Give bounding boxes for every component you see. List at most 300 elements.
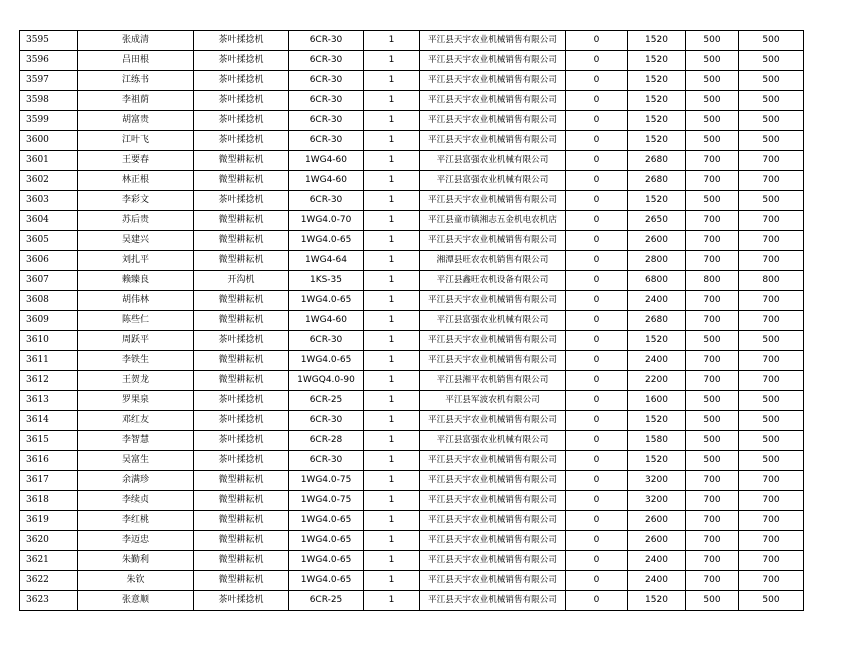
machine-type-cell: 茶叶揉捻机 [194,71,289,91]
machine-type-cell: 茶叶揉捻机 [194,451,289,471]
quantity-cell: 1 [364,431,420,451]
machine-model-cell: 1WG4-60 [289,171,364,191]
quantity-cell: 1 [364,331,420,351]
record-number-cell: 3595 [20,31,78,51]
total-subsidy-cell: 700 [739,571,804,591]
machine-type-cell: 微型耕耘机 [194,351,289,371]
total-subsidy-cell: 700 [739,311,804,331]
dealer-name-cell: 平江县天宇农业机械销售有限公司 [420,551,566,571]
central-subsidy-cell: 500 [686,411,739,431]
machine-type-cell: 茶叶揉捻机 [194,331,289,351]
central-subsidy-cell: 700 [686,211,739,231]
quantity-cell: 1 [364,551,420,571]
machine-type-cell: 茶叶揉捻机 [194,191,289,211]
total-subsidy-cell: 500 [739,111,804,131]
total-subsidy-cell: 700 [739,351,804,371]
machine-model-cell: 1WG4-64 [289,251,364,271]
dealer-name-cell: 平江县湘平农机销售有限公司 [420,371,566,391]
record-number-cell: 3596 [20,51,78,71]
machine-model-cell: 6CR-30 [289,111,364,131]
central-subsidy-cell: 700 [686,471,739,491]
table-row [20,111,804,131]
zero-value-cell: 0 [566,191,628,211]
record-number-cell: 3602 [20,171,78,191]
farmer-name-cell: 江叶飞 [78,131,194,151]
dealer-name-cell: 平江县天宇农业机械销售有限公司 [420,231,566,251]
quantity-cell: 1 [364,591,420,611]
table-row [20,251,804,271]
machine-type-cell: 微型耕耘机 [194,511,289,531]
table-row [20,391,804,411]
machine-model-cell: 1WG4.0-65 [289,511,364,531]
machine-model-cell: 6CR-25 [289,591,364,611]
farmer-name-cell: 陈些仁 [78,311,194,331]
machine-type-cell: 微型耕耘机 [194,291,289,311]
zero-value-cell: 0 [566,431,628,451]
central-subsidy-cell: 500 [686,331,739,351]
machine-model-cell: 6CR-30 [289,71,364,91]
quantity-cell: 1 [364,491,420,511]
machine-model-cell: 6CR-30 [289,31,364,51]
record-number-cell: 3617 [20,471,78,491]
record-number-cell: 3606 [20,251,78,271]
dealer-name-cell: 平江县天宇农业机械销售有限公司 [420,451,566,471]
machine-model-cell: 1KS-35 [289,271,364,291]
machine-type-cell: 茶叶揉捻机 [194,391,289,411]
record-number-cell: 3623 [20,591,78,611]
farmer-name-cell: 余满珍 [78,471,194,491]
table-row [20,511,804,531]
dealer-name-cell: 平江县富强农业机械有限公司 [420,151,566,171]
quantity-cell: 1 [364,211,420,231]
farmer-name-cell: 江练书 [78,71,194,91]
machine-type-cell: 微型耕耘机 [194,231,289,251]
machine-type-cell: 微型耕耘机 [194,371,289,391]
table-row [20,331,804,351]
record-number-cell: 3600 [20,131,78,151]
quantity-cell: 1 [364,131,420,151]
table-row [20,551,804,571]
dealer-name-cell: 平江县天宇农业机械销售有限公司 [420,411,566,431]
central-subsidy-cell: 500 [686,51,739,71]
total-subsidy-cell: 500 [739,431,804,451]
record-number-cell: 3598 [20,91,78,111]
farmer-name-cell: 周跃平 [78,331,194,351]
machine-type-cell: 开沟机 [194,271,289,291]
table-body [20,31,804,611]
farmer-name-cell: 朱钦 [78,571,194,591]
table-row [20,351,804,371]
central-subsidy-cell: 700 [686,551,739,571]
farmer-name-cell: 张意顺 [78,591,194,611]
zero-value-cell: 0 [566,371,628,391]
dealer-name-cell: 平江县富强农业机械有限公司 [420,431,566,451]
machine-model-cell: 1WG4-60 [289,311,364,331]
total-subsidy-cell: 500 [739,91,804,111]
quantity-cell: 1 [364,171,420,191]
central-subsidy-cell: 500 [686,131,739,151]
farmer-name-cell: 李续贞 [78,491,194,511]
record-number-cell: 3616 [20,451,78,471]
quantity-cell: 1 [364,571,420,591]
machine-type-cell: 茶叶揉捻机 [194,51,289,71]
farmer-name-cell: 李祖荫 [78,91,194,111]
table-row [20,271,804,291]
farmer-name-cell: 罗果泉 [78,391,194,411]
sale-price-cell: 6800 [628,271,686,291]
sale-price-cell: 2200 [628,371,686,391]
quantity-cell: 1 [364,151,420,171]
quantity-cell: 1 [364,91,420,111]
quantity-cell: 1 [364,71,420,91]
total-subsidy-cell: 500 [739,451,804,471]
farmer-name-cell: 吴富生 [78,451,194,471]
central-subsidy-cell: 500 [686,71,739,91]
machine-model-cell: 6CR-28 [289,431,364,451]
total-subsidy-cell: 700 [739,511,804,531]
sale-price-cell: 3200 [628,471,686,491]
machine-type-cell: 茶叶揉捻机 [194,111,289,131]
machine-model-cell: 1WG4.0-65 [289,571,364,591]
dealer-name-cell: 平江县天宇农业机械销售有限公司 [420,91,566,111]
sale-price-cell: 1520 [628,51,686,71]
zero-value-cell: 0 [566,511,628,531]
table-row [20,51,804,71]
central-subsidy-cell: 500 [686,451,739,471]
zero-value-cell: 0 [566,71,628,91]
machine-type-cell: 微型耕耘机 [194,491,289,511]
central-subsidy-cell: 500 [686,431,739,451]
quantity-cell: 1 [364,251,420,271]
machine-type-cell: 微型耕耘机 [194,151,289,171]
zero-value-cell: 0 [566,311,628,331]
total-subsidy-cell: 500 [739,131,804,151]
record-number-cell: 3607 [20,271,78,291]
farmer-name-cell: 邓红友 [78,411,194,431]
machine-type-cell: 微型耕耘机 [194,571,289,591]
farmer-name-cell: 吕田根 [78,51,194,71]
record-number-cell: 3621 [20,551,78,571]
total-subsidy-cell: 500 [739,191,804,211]
zero-value-cell: 0 [566,111,628,131]
machine-model-cell: 6CR-30 [289,331,364,351]
quantity-cell: 1 [364,111,420,131]
total-subsidy-cell: 700 [739,231,804,251]
machine-model-cell: 6CR-30 [289,191,364,211]
machine-type-cell: 微型耕耘机 [194,471,289,491]
table-row [20,311,804,331]
record-number-cell: 3603 [20,191,78,211]
total-subsidy-cell: 700 [739,211,804,231]
central-subsidy-cell: 800 [686,271,739,291]
subsidy-table [19,30,804,611]
table-row [20,211,804,231]
central-subsidy-cell: 700 [686,371,739,391]
record-number-cell: 3609 [20,311,78,331]
sale-price-cell: 2800 [628,251,686,271]
table-row [20,431,804,451]
central-subsidy-cell: 700 [686,291,739,311]
total-subsidy-cell: 500 [739,391,804,411]
sale-price-cell: 1520 [628,111,686,131]
dealer-name-cell: 平江县天宇农业机械销售有限公司 [420,131,566,151]
table-row [20,491,804,511]
zero-value-cell: 0 [566,551,628,571]
machine-model-cell: 6CR-30 [289,91,364,111]
machine-model-cell: 6CR-30 [289,131,364,151]
table-row [20,151,804,171]
sale-price-cell: 2680 [628,171,686,191]
farmer-name-cell: 吴建兴 [78,231,194,251]
central-subsidy-cell: 500 [686,191,739,211]
sale-price-cell: 1520 [628,331,686,351]
central-subsidy-cell: 700 [686,171,739,191]
quantity-cell: 1 [364,351,420,371]
record-number-cell: 3615 [20,431,78,451]
zero-value-cell: 0 [566,331,628,351]
dealer-name-cell: 平江县富强农业机械有限公司 [420,311,566,331]
dealer-name-cell: 平江县天宇农业机械销售有限公司 [420,471,566,491]
table-row [20,291,804,311]
quantity-cell: 1 [364,51,420,71]
machine-model-cell: 1WG4.0-70 [289,211,364,231]
machine-model-cell: 1WG4.0-65 [289,231,364,251]
machine-model-cell: 1WG4.0-65 [289,351,364,371]
machine-type-cell: 微型耕耘机 [194,311,289,331]
dealer-name-cell: 平江县天宇农业机械销售有限公司 [420,31,566,51]
zero-value-cell: 0 [566,571,628,591]
zero-value-cell: 0 [566,51,628,71]
zero-value-cell: 0 [566,271,628,291]
table-row [20,171,804,191]
central-subsidy-cell: 700 [686,231,739,251]
central-subsidy-cell: 700 [686,571,739,591]
sale-price-cell: 2600 [628,511,686,531]
farmer-name-cell: 李红桃 [78,511,194,531]
zero-value-cell: 0 [566,131,628,151]
machine-type-cell: 微型耕耘机 [194,551,289,571]
machine-type-cell: 微型耕耘机 [194,171,289,191]
central-subsidy-cell: 700 [686,511,739,531]
zero-value-cell: 0 [566,591,628,611]
zero-value-cell: 0 [566,411,628,431]
record-number-cell: 3622 [20,571,78,591]
dealer-name-cell: 平江县天宇农业机械销售有限公司 [420,331,566,351]
machine-type-cell: 茶叶揉捻机 [194,431,289,451]
zero-value-cell: 0 [566,391,628,411]
zero-value-cell: 0 [566,451,628,471]
sale-price-cell: 2600 [628,531,686,551]
quantity-cell: 1 [364,291,420,311]
quantity-cell: 1 [364,471,420,491]
total-subsidy-cell: 700 [739,151,804,171]
zero-value-cell: 0 [566,231,628,251]
dealer-name-cell: 平江县天宇农业机械销售有限公司 [420,491,566,511]
machine-type-cell: 茶叶揉捻机 [194,31,289,51]
sale-price-cell: 2400 [628,351,686,371]
record-number-cell: 3605 [20,231,78,251]
dealer-name-cell: 平江县天宇农业机械销售有限公司 [420,351,566,371]
sale-price-cell: 1520 [628,31,686,51]
zero-value-cell: 0 [566,291,628,311]
dealer-name-cell: 平江县天宇农业机械销售有限公司 [420,591,566,611]
dealer-name-cell: 平江县鑫旺农机设备有限公司 [420,271,566,291]
dealer-name-cell: 平江县天宇农业机械销售有限公司 [420,111,566,131]
machine-model-cell: 1WG4-60 [289,151,364,171]
machine-model-cell: 6CR-25 [289,391,364,411]
central-subsidy-cell: 500 [686,111,739,131]
sale-price-cell: 1600 [628,391,686,411]
record-number-cell: 3597 [20,71,78,91]
machine-model-cell: 1WG4.0-65 [289,531,364,551]
dealer-name-cell: 平江县天宇农业机械销售有限公司 [420,71,566,91]
machine-model-cell: 1WG4.0-65 [289,291,364,311]
machine-model-cell: 1WG4.0-75 [289,471,364,491]
record-number-cell: 3599 [20,111,78,131]
quantity-cell: 1 [364,311,420,331]
sale-price-cell: 3200 [628,491,686,511]
zero-value-cell: 0 [566,211,628,231]
farmer-name-cell: 苏后贵 [78,211,194,231]
central-subsidy-cell: 700 [686,351,739,371]
farmer-name-cell: 李铁生 [78,351,194,371]
machine-model-cell: 6CR-30 [289,411,364,431]
total-subsidy-cell: 700 [739,371,804,391]
record-number-cell: 3608 [20,291,78,311]
record-number-cell: 3612 [20,371,78,391]
zero-value-cell: 0 [566,171,628,191]
zero-value-cell: 0 [566,471,628,491]
sale-price-cell: 1520 [628,91,686,111]
zero-value-cell: 0 [566,531,628,551]
record-number-cell: 3620 [20,531,78,551]
central-subsidy-cell: 500 [686,91,739,111]
dealer-name-cell: 湘潭县旺农农机销售有限公司 [420,251,566,271]
farmer-name-cell: 赖臻良 [78,271,194,291]
table-row [20,31,804,51]
farmer-name-cell: 胡富贵 [78,111,194,131]
total-subsidy-cell: 700 [739,531,804,551]
table-row [20,411,804,431]
machine-model-cell: 6CR-30 [289,51,364,71]
total-subsidy-cell: 500 [739,411,804,431]
table-row [20,531,804,551]
central-subsidy-cell: 700 [686,311,739,331]
farmer-name-cell: 林正根 [78,171,194,191]
farmer-name-cell: 王贺龙 [78,371,194,391]
record-number-cell: 3618 [20,491,78,511]
sale-price-cell: 2600 [628,231,686,251]
sale-price-cell: 2650 [628,211,686,231]
total-subsidy-cell: 700 [739,291,804,311]
sale-price-cell: 1520 [628,451,686,471]
total-subsidy-cell: 500 [739,331,804,351]
central-subsidy-cell: 500 [686,391,739,411]
sale-price-cell: 1580 [628,431,686,451]
total-subsidy-cell: 700 [739,251,804,271]
table-row [20,91,804,111]
table-row [20,571,804,591]
sale-price-cell: 2680 [628,311,686,331]
farmer-name-cell: 李彩文 [78,191,194,211]
farmer-name-cell: 朱勤利 [78,551,194,571]
zero-value-cell: 0 [566,491,628,511]
central-subsidy-cell: 700 [686,151,739,171]
quantity-cell: 1 [364,531,420,551]
machine-type-cell: 微型耕耘机 [194,251,289,271]
farmer-name-cell: 胡伟林 [78,291,194,311]
zero-value-cell: 0 [566,351,628,371]
record-number-cell: 3614 [20,411,78,431]
zero-value-cell: 0 [566,31,628,51]
quantity-cell: 1 [364,271,420,291]
dealer-name-cell: 平江县富强农业机械有限公司 [420,171,566,191]
sale-price-cell: 2400 [628,571,686,591]
zero-value-cell: 0 [566,91,628,111]
central-subsidy-cell: 700 [686,531,739,551]
central-subsidy-cell: 500 [686,31,739,51]
sale-price-cell: 2400 [628,291,686,311]
record-number-cell: 3613 [20,391,78,411]
farmer-name-cell: 王要春 [78,151,194,171]
table-row [20,191,804,211]
total-subsidy-cell: 700 [739,491,804,511]
record-number-cell: 3619 [20,511,78,531]
total-subsidy-cell: 700 [739,551,804,571]
quantity-cell: 1 [364,451,420,471]
total-subsidy-cell: 700 [739,171,804,191]
table-row [20,131,804,151]
total-subsidy-cell: 500 [739,51,804,71]
quantity-cell: 1 [364,31,420,51]
quantity-cell: 1 [364,371,420,391]
machine-model-cell: 1WG4.0-75 [289,491,364,511]
central-subsidy-cell: 700 [686,251,739,271]
machine-type-cell: 茶叶揉捻机 [194,591,289,611]
table-row [20,231,804,251]
sale-price-cell: 1520 [628,131,686,151]
central-subsidy-cell: 500 [686,591,739,611]
sale-price-cell: 1520 [628,411,686,431]
sale-price-cell: 1520 [628,71,686,91]
machine-type-cell: 微型耕耘机 [194,531,289,551]
machine-model-cell: 1WGQ4.0-90 [289,371,364,391]
sale-price-cell: 2680 [628,151,686,171]
dealer-name-cell: 平江县军波农机有限公司 [420,391,566,411]
farmer-name-cell: 李智慧 [78,431,194,451]
dealer-name-cell: 平江县天宇农业机械销售有限公司 [420,51,566,71]
record-number-cell: 3611 [20,351,78,371]
record-number-cell: 3604 [20,211,78,231]
farmer-name-cell: 李迈忠 [78,531,194,551]
total-subsidy-cell: 500 [739,591,804,611]
total-subsidy-cell: 500 [739,71,804,91]
machine-type-cell: 茶叶揉捻机 [194,91,289,111]
total-subsidy-cell: 700 [739,471,804,491]
sale-price-cell: 1520 [628,591,686,611]
table-row [20,71,804,91]
sale-price-cell: 2400 [628,551,686,571]
machine-model-cell: 1WG4.0-65 [289,551,364,571]
quantity-cell: 1 [364,231,420,251]
quantity-cell: 1 [364,511,420,531]
zero-value-cell: 0 [566,251,628,271]
table-row [20,371,804,391]
machine-type-cell: 茶叶揉捻机 [194,411,289,431]
total-subsidy-cell: 500 [739,31,804,51]
dealer-name-cell: 平江县天宇农业机械销售有限公司 [420,511,566,531]
record-number-cell: 3610 [20,331,78,351]
